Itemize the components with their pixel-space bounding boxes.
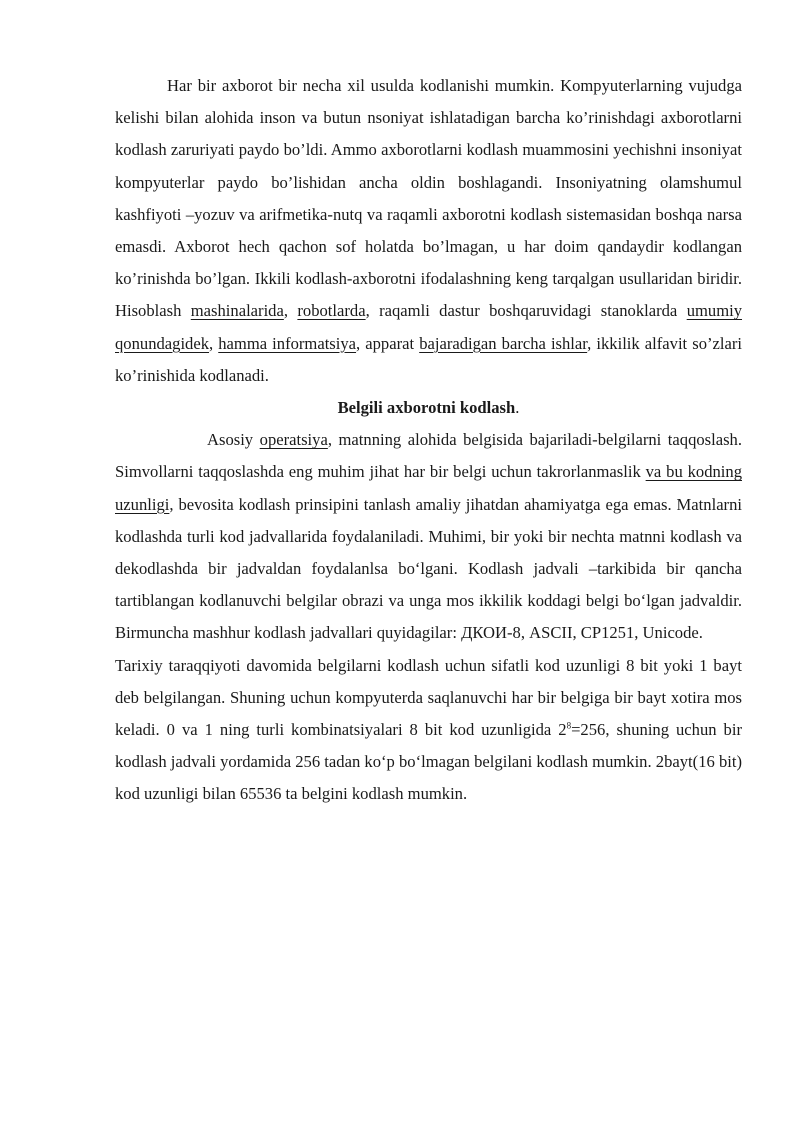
link-umumiy-qonundagidek[interactable]: umumiy qonundagidek — [115, 301, 743, 353]
document-page — [115, 70, 742, 811]
link-operatsiya[interactable]: operatsiya — [259, 430, 328, 450]
link-hamma-informatsiya[interactable]: hamma informatsiya — [218, 333, 357, 353]
link-kod-uzunligi[interactable]: va bu kodning uzunligi — [115, 462, 742, 514]
link-bajaradigan-barcha-ishlar[interactable]: bajaradigan barcha ishlar — [419, 333, 588, 353]
paragraph-text: , raqamli dastur boshqaruvidagi stanoklarda — [365, 301, 678, 321]
section-heading — [115, 392, 742, 424]
separator-text: , — [283, 301, 288, 321]
separator-text: , — [209, 333, 214, 353]
heading-dot: . — [515, 398, 520, 418]
paragraph-text: , bevosita kodlash prinsipini tanlash amaliy jihatdan ahamiyatga ega emas. Matnlarni kodlashda turli kod jadvallarida foydalaniladi. Muhimi, bir yoki bir nechta matnni kodlash va dekodlashda bir jadvaldan foydalanlsa bo‘lgani. Kodlash jadvali –tarkibida bir qancha tartiblangan kodlanuvchi belgilar obrazi va unga mos ikkilik koddagi belgi bo‘lgan jadvaldir. Birmuncha mashhur kodlash jadvallari quyidagilar: ДКОИ-8, ASCII, CP1251, Unicode. — [115, 494, 742, 643]
paragraph-binary-coding — [115, 70, 742, 392]
paragraph-text: Hisoblash — [115, 301, 182, 321]
paragraph-text: , apparat — [356, 333, 415, 353]
paragraph-text: Har bir axborot bir necha xil usulda kodlanishi mumkin. Kompyuterlarning vujudga kelishi bilan alohida inson va butun nsoniyat ishlatadigan barcha ko’rinishdagi axborotlarni kodlash zaruriyati paydo bo’ldi. Ammo axborotlarni kodlash muammosini yechishni insoniyat kompyuterlar paydo bo’lishidan ancha oldin boshlagandi. Insoniyatning olamshumul kashfiyoti –yozuv va arifmetika-nutq va raqamli axborotni kodlash sistemasidan boshqa narsa emasdi. Axborot hech qachon sof holatda bo’lmagan, u har doim qandaydir kodlangan ko’rinishda bo’lgan. Ikkili kodlash-axborotni ifodalashning keng tarqalgan usullaridan biridir. — [115, 76, 742, 289]
superscript-exponent: 8 — [566, 720, 572, 731]
heading-title: Belgili axborotni kodlash — [337, 398, 516, 418]
paragraph-text: , ikkilik alfavit so’zlari ko’rinishida kodlanadi. — [115, 333, 743, 385]
paragraph-text: Tarixiy taraqqiyoti davomida belgilarni kodlash uchun sifatli kod uzunligi 8 bit yoki 1 bayt deb belgilangan. Shuning uchun kompyuterda saqlanuvchi har bir belgiga bir bayt xotira mos keladi. 0 va 1 ning turli kombinatsiyalari 8 bit kod uzunligida 2 — [115, 655, 742, 740]
paragraph-text: Asosiy — [207, 430, 254, 450]
paragraph-text: , matnning alohida belgisida bajariladi-belgilarni taqqoslash. Simvollarni taqqoslashda eng muhim jihat har bir belgi uchun takrorlanmaslik — [115, 430, 742, 482]
paragraph-code-length — [115, 650, 742, 811]
link-robotlarda[interactable]: robotlarda — [297, 301, 366, 321]
paragraph-text: =256, shuning uchun bir kodlash jadvali yordamida 256 tadan ko‘p bo‘lmagan belgilani kodlash mumkin. 2bayt(16 bit) kod uzunligi bilan 65536 ta belgini kodlash mumkin. — [115, 720, 742, 804]
paragraph-character-coding — [115, 424, 742, 649]
link-mashinalarida[interactable]: mashinalarida — [190, 301, 284, 321]
